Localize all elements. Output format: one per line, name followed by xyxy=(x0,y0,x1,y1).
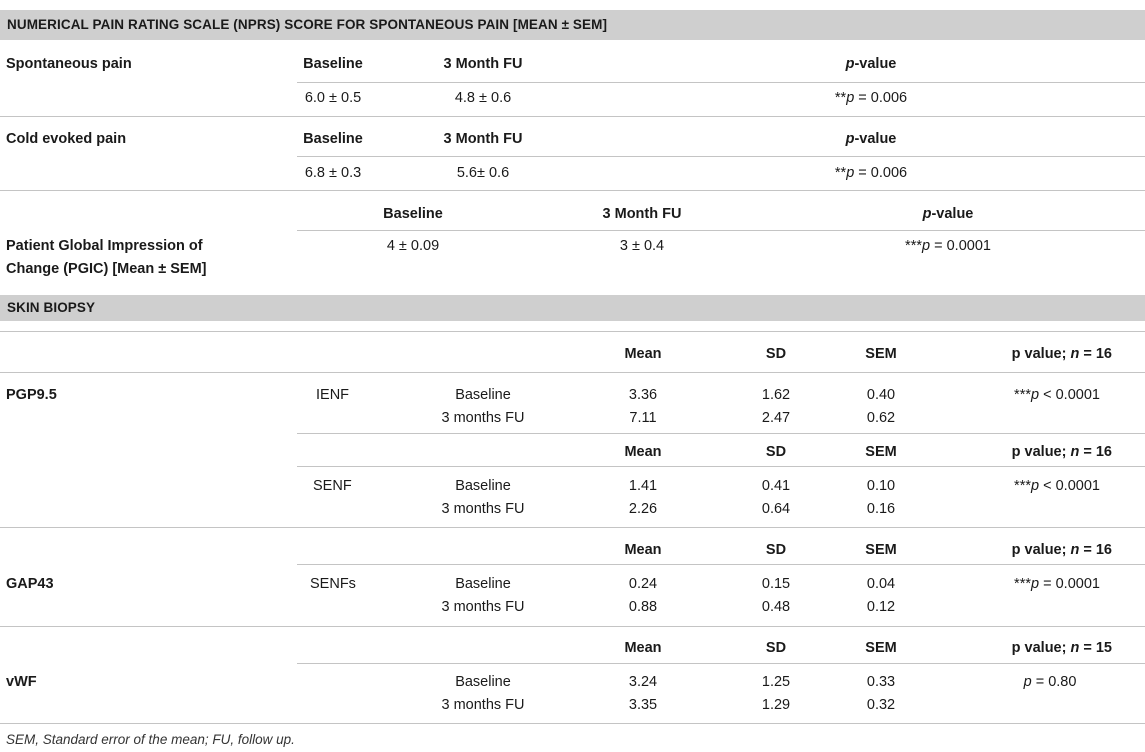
row-divider xyxy=(0,190,1145,191)
cell-sem: 0.40 xyxy=(866,387,896,403)
value-pvalue: **p = 0.006 xyxy=(834,90,908,106)
divider xyxy=(297,433,1145,434)
col-header-pvalue: p value; n = 15 xyxy=(1011,640,1112,656)
divider xyxy=(297,230,1145,231)
row-label: Cold evoked pain xyxy=(6,131,127,147)
col-header-sd: SD xyxy=(765,542,787,558)
skin-header-title: SKIN BIOPSY xyxy=(7,300,96,315)
col-header-mean: Mean xyxy=(624,346,662,362)
divider xyxy=(297,82,1145,83)
col-header-pvalue: p value; n = 16 xyxy=(1011,444,1112,460)
value-pvalue: **p = 0.006 xyxy=(834,165,908,181)
cell-sd: 1.25 xyxy=(761,674,791,690)
cell-mean: 0.88 xyxy=(628,599,658,615)
cell-sem: 0.12 xyxy=(866,599,896,615)
col-header-mean: Mean xyxy=(624,444,662,460)
row-label: Spontaneous pain xyxy=(6,56,132,72)
group-label: vWF xyxy=(6,674,37,690)
row-time: 3 months FU xyxy=(441,599,525,615)
group-label: PGP9.5 xyxy=(6,387,57,403)
cell-sd: 2.47 xyxy=(761,410,791,426)
pgic-label-line2: Change (PGIC) [Mean ± SEM] xyxy=(6,261,207,277)
cell-sem: 0.16 xyxy=(866,501,896,517)
cell-sd: 1.62 xyxy=(761,387,791,403)
row-time: 3 months FU xyxy=(441,697,525,713)
cell-mean: 1.41 xyxy=(628,478,658,494)
cell-sd: 0.64 xyxy=(761,501,791,517)
cell-sem: 0.32 xyxy=(866,697,896,713)
cell-sem: 0.10 xyxy=(866,478,896,494)
cell-sd: 1.29 xyxy=(761,697,791,713)
cell-mean: 7.11 xyxy=(629,410,657,426)
nprs-header-band xyxy=(0,10,1145,40)
col-header-pvalue: p value; n = 16 xyxy=(1011,346,1112,362)
col-header-pvalue: p value; n = 16 xyxy=(1011,542,1112,558)
row-divider xyxy=(0,116,1145,117)
value-baseline: 6.8 ± 0.3 xyxy=(304,165,362,181)
col-header-mean: Mean xyxy=(624,542,662,558)
divider xyxy=(297,156,1145,157)
row-time: Baseline xyxy=(455,387,511,403)
pgic-label-line1: Patient Global Impression of xyxy=(6,238,203,254)
divider xyxy=(0,372,1145,373)
value-pvalue: ***p = 0.0001 xyxy=(905,238,991,254)
row-time: Baseline xyxy=(455,576,511,592)
value-fu: 3 ± 0.4 xyxy=(619,238,665,254)
value-fu: 5.6± 0.6 xyxy=(456,165,510,181)
col-header-mean: Mean xyxy=(624,640,662,656)
table-footnote: SEM, Standard error of the mean; FU, follow up. xyxy=(6,732,295,747)
cell-mean: 2.26 xyxy=(628,501,658,517)
skin-header-band xyxy=(0,295,1145,321)
col-header-fu: 3 Month FU xyxy=(602,206,682,222)
cell-sem: 0.04 xyxy=(866,576,896,592)
cell-sem: 0.62 xyxy=(866,410,896,426)
cell-mean: 3.35 xyxy=(628,697,658,713)
group-sub-label: IENF xyxy=(316,387,350,403)
col-header-baseline: Baseline xyxy=(303,56,363,72)
group-sub-label: SENF xyxy=(313,478,352,494)
row-time: Baseline xyxy=(455,478,511,494)
cell-sem: 0.33 xyxy=(866,674,896,690)
col-header-sem: SEM xyxy=(865,542,897,558)
group-label: GAP43 xyxy=(6,576,54,592)
cell-mean: 3.36 xyxy=(628,387,658,403)
col-header-pvalue: p-value xyxy=(845,56,897,72)
col-header-baseline: Baseline xyxy=(383,206,443,222)
row-divider xyxy=(0,626,1145,627)
cell-sd: 0.41 xyxy=(761,478,791,494)
row-time: Baseline xyxy=(455,674,511,690)
divider xyxy=(297,564,1145,565)
cell-pvalue: ***p < 0.0001 xyxy=(1014,387,1100,403)
cell-mean: 3.24 xyxy=(628,674,658,690)
cell-pvalue: ***p < 0.0001 xyxy=(1014,478,1100,494)
col-header-fu: 3 Month FU xyxy=(443,131,523,147)
cell-sd: 0.48 xyxy=(761,599,791,615)
row-time: 3 months FU xyxy=(441,410,525,426)
col-header-sd: SD xyxy=(765,640,787,656)
table-bottom-rule xyxy=(0,723,1145,724)
col-header-pvalue: p-value xyxy=(922,206,974,222)
value-baseline: 4 ± 0.09 xyxy=(386,238,440,254)
cell-pvalue: p = 0.80 xyxy=(1023,674,1077,690)
divider xyxy=(0,331,1145,332)
col-header-sem: SEM xyxy=(865,346,897,362)
col-header-sd: SD xyxy=(765,444,787,460)
col-header-sd: SD xyxy=(765,346,787,362)
cell-sd: 0.15 xyxy=(761,576,791,592)
row-divider xyxy=(0,527,1145,528)
value-fu: 4.8 ± 0.6 xyxy=(454,90,512,106)
cell-mean: 0.24 xyxy=(628,576,658,592)
col-header-sem: SEM xyxy=(865,640,897,656)
divider xyxy=(297,466,1145,467)
cell-pvalue: ***p = 0.0001 xyxy=(1014,576,1100,592)
value-baseline: 6.0 ± 0.5 xyxy=(304,90,362,106)
col-header-pvalue: p-value xyxy=(845,131,897,147)
col-header-fu: 3 Month FU xyxy=(443,56,523,72)
col-header-sem: SEM xyxy=(865,444,897,460)
group-sub-label: SENFs xyxy=(310,576,356,592)
divider xyxy=(297,663,1145,664)
col-header-baseline: Baseline xyxy=(303,131,363,147)
row-time: 3 months FU xyxy=(441,501,525,517)
nprs-header-title: NUMERICAL PAIN RATING SCALE (NPRS) SCORE FOR SPONTANEOUS PAIN [MEAN ± SEM] xyxy=(7,17,608,32)
